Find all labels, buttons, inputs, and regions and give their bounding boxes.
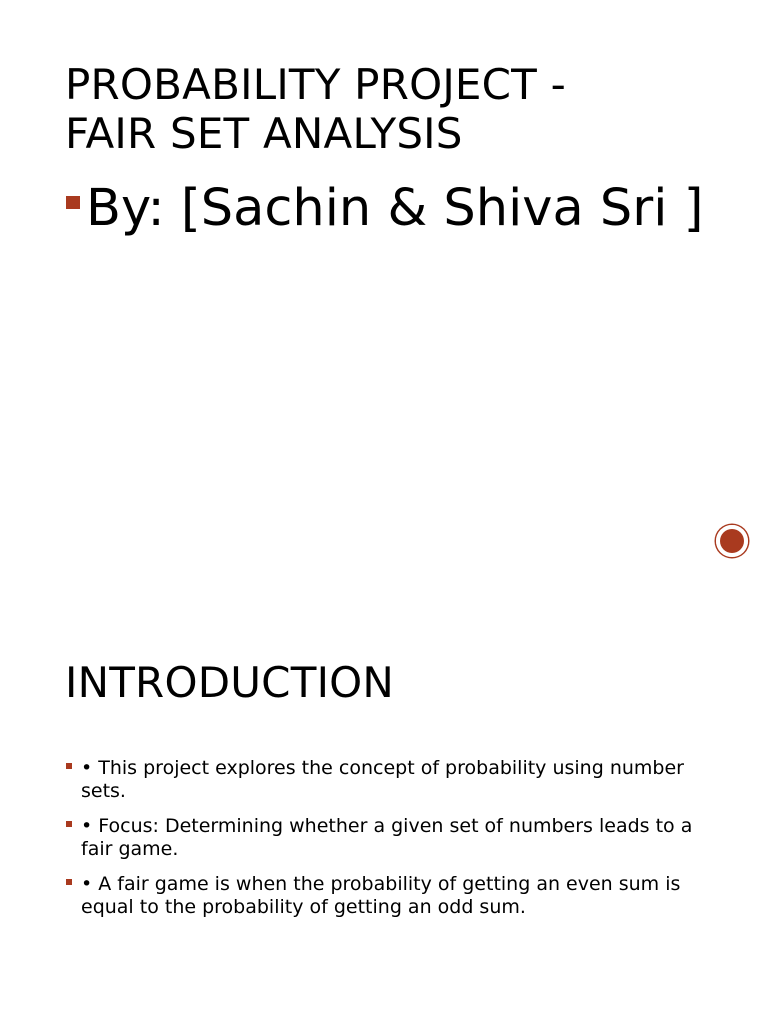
list-item [66, 815, 706, 861]
subtitle-block [66, 180, 716, 237]
slide-title-line-1: PROBABILITY PROJECT - [65, 60, 566, 109]
square-bullet-icon [66, 196, 80, 209]
square-bullet-icon [66, 821, 72, 827]
bullet-text: • This project explores the concept of probability using number sets. [81, 757, 684, 802]
bullet-list [66, 757, 706, 931]
slide-title-line-2: FAIR SET ANALYSIS [65, 109, 463, 158]
list-item [66, 873, 706, 919]
slide-nav-button[interactable] [716, 525, 748, 557]
square-bullet-icon [66, 763, 72, 769]
bullet-text: • A fair game is when the probability of getting an even sum is equal to the probability of getting an odd sum. [81, 873, 681, 918]
bullet-text: • Focus: Determining whether a given set of numbers leads to a fair game. [81, 815, 693, 860]
section-title: INTRODUCTION [65, 658, 395, 707]
slide-title [65, 60, 725, 158]
circle-nav-icon [720, 529, 744, 553]
introduction-slide [0, 600, 768, 1024]
square-bullet-icon [66, 879, 72, 885]
author-subtitle: By: [Sachin & Shiva Sri ] [86, 179, 704, 238]
list-item [66, 757, 706, 803]
